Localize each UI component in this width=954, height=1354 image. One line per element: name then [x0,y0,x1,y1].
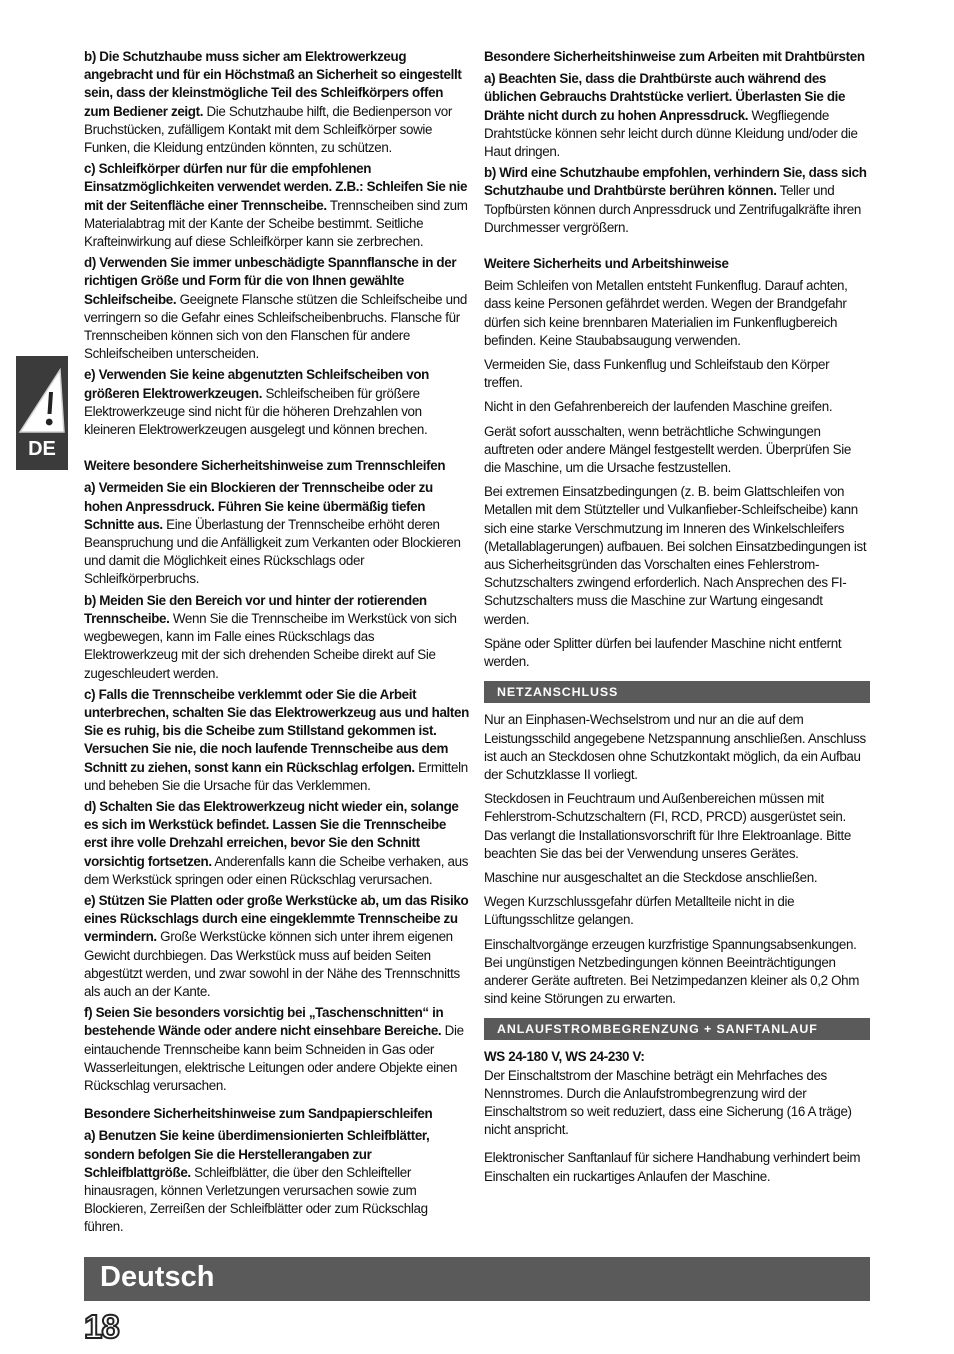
language-tab [16,356,68,470]
ws-models: WS 24-180 V, WS 24-230 V: Der Einschaltstrom der Maschine beträgt ein Mehrfaches des Nennstromes. Durch die Anlaufstrombegrenzung wird der Einschaltstrom so weit reduziert, dass eine Sicherung (16 A träge) nicht anspricht. [484,1049,852,1138]
sand-a: a) Benutzen Sie keine überdimensionierten Schleifblätter, sondern befolgen Sie die Herstellerangaben zur Schleifblattgröße. Schleifblätter, die über den Schleifteller hinausragen, können Verletzungen verursachen sowie zum Blockieren, Zerreißen der Schleifblätter oder zum Rückschlag führen. [84,1128,430,1235]
section-c: c) Schleifkörper dürfen nur für die empfohlenen Einsatzmöglichkeiten verwendet werden. Z.B.: Schleifen Sie nie mit der Seitenfläche einer Trennscheibe. Trennscheiben sind zum Materialabtrag mit der Kante der Scheibe bestimmt. Seitliche Krafteinwirkung auf diese Schleifkörper kann sie zerbrechen. [84,161,468,250]
trenn-b: b) Meiden Sie den Bereich vor und hinter der rotierenden Trennscheibe. Wenn Sie die Trennscheibe im Werkstück von sich wegbewegen, kann im Falle eines Rückschlags das Elektrowerkzeug mit der sich drehenden Scheibe direkt auf Sie zugeschleudert werden. [84,592,457,681]
weitere-5: Bei extremen Einsatzbedingungen (z. B. beim Glattschleifen von Metallen mit dem Stützteller und Vulkanfieber-Schleifscheibe) kann sich eine starke Verschmutzung im Inneren des Winkelschleifers (Metallablagerungen) aufbauen. Bei solchen Einsatzbedingungen ist aus Sicherheitsgründen das Vorschalten eines Fehlerstrom-Schutzschalters zwingend erforderlich. Nach Ansprechen des FI-Schutzschalters muss die Maschine zur Wartung eingesandt werden. [484,484,867,627]
left-column [84,48,470,1240]
footer-title: Deutsch [100,1261,215,1293]
weitere-6: Späne oder Splitter dürfen bei laufender Maschine nicht entfernt werden. [484,635,842,670]
trenn-a: a) Vermeiden Sie ein Blockieren der Trennscheibe oder zu hohen Anpressdruck. Führen Sie keine übermäßig tiefen Schnitte aus. Eine Überlastung der Trennscheibe erhöht deren Beanspruchung und die Anfälligkeit zum Verkanten oder Blockieren und damit die Möglichkeit eines Rückschlags oder Schleifkörperbruchs. [84,480,461,587]
weitere-2: Vermeiden Sie, dass Funkenflug und Schleifstaub den Körper treffen. [484,357,830,391]
weitere-4: Gerät sofort ausschalten, wenn beträchtliche Schwingungen auftreten oder andere Mängel festgestellt werden. Überprüfen Sie die Maschine, um die Ursache festzustellen. [484,423,851,476]
trenn-c: c) Falls die Trennscheibe verklemmt oder Sie die Arbeit unterbrechen, schalten Sie das Elektrowerkzeug aus und halten Sie es ruhig, bis die Scheibe zum Stillstand gekommen ist. Versuchen Sie nie, die noch laufende Trennscheibe aus dem Schnitt zu ziehen, sonst kann ein Rückschlag erfolgen. Ermitteln und beheben Sie die Ursache für das Verklemmen. [84,686,469,793]
section-band-netzanschluss: NETZANSCHLUSS [484,681,870,703]
section-band-anlaufstrom: ANLAUFSTROMBEGRENZUNG + SANFTANLAUF [484,1018,870,1040]
trenn-f: f) Seien Sie besonders vorsichtig bei „Taschenschnitten“ in bestehende Wände oder andere nicht einsehbare Bereiche. Die eintauchende Trennscheibe kann beim Schneiden in Gas oder Wasserleitungen, elektrische Leitungen oder andere Objekte einen Rückschlag verursachen. [84,1005,464,1093]
page-number: 18 [84,1308,119,1345]
netz-4: Wegen Kurzschlussgefahr dürfen Metallteile nicht in die Lüftungsschlitze gelangen. [484,894,795,928]
warning-icon [16,362,68,436]
section-e: e) Verwenden Sie keine abgenutzten Schleifscheiben von größeren Elektrowerkzeugen. Schleifscheiben für größere Elektrowerkzeuge sind nicht für die höheren Drehzahlen von kleineren Elektrowerkzeugen ausgelegt und können brechen. [84,367,429,438]
weitere-3: Nicht in den Gefahrenbereich der laufenden Maschine greifen. [484,399,833,415]
sanftanlauf: Elektronischer Sanftanlauf für sichere Handhabung verhindert beim Einschalten ein ruckartiges Anlaufen der Maschine. [484,1150,861,1184]
heading-sandpapier: Besondere Sicherheitshinweise zum Sandpapierschleifen [84,1106,433,1122]
right-column [484,48,870,1192]
heading-trennschleifen: Weitere besondere Sicherheitshinweise zum Trennschleifen [84,458,446,474]
section-d: d) Verwenden Sie immer unbeschädigte Spannflansche in der richtigen Größe und Form für die von Ihnen gewählte Schleifscheibe. Geeignete Flansche stützen die Schleifscheibe und verringern so die Gefahr eines Schleifscheibenbruchs. Flansche für Trennscheiben können sich von den Flanschen für andere Schleifscheiben unterscheiden. [84,255,467,362]
heading-drahtbuersten: Besondere Sicherheitshinweise zum Arbeiten mit Drahtbürsten [484,49,865,64]
section-b: b) Die Schutzhaube muss sicher am Elektrowerkzeug angebracht und für ein Höchstmaß an Sicherheit so eingestellt sein, dass der kleinstmögliche Teil des Schleifkörpers offen zum Bediener zeigt. Die Schutzhaube hilft, die Bedienperson vor Bruchstücken, zufälligem Kontakt mit dem Schleifkörper sowie Funken, die Kleidung entzünden könnten, zu schützen. [84,49,462,156]
trenn-d: d) Schalten Sie das Elektrowerkzeug nicht wieder ein, solange es sich im Werkstück befindet. Lassen Sie die Trennscheibe erst ihre volle Drehzahl erreichen, bevor Sie den Schnitt vorsichtig fortsetzen. Anderenfalls kann die Scheibe verhaken, aus dem Werkstück springen oder einen Rückschlag verursachen. [84,798,469,887]
draht-a: a) Beachten Sie, dass die Drahtbürste auch während des üblichen Gebrauchs Drahtstücke verliert. Überlasten Sie die Drähte nicht durch zu hohen Anpressdruck. Wegfliegende Drahtstücke können sehr leicht durch dünne Kleidung und/oder die Haut dringen. [484,71,858,160]
netz-5: Einschaltvorgänge erzeugen kurzfristige Spannungsabsenkungen. Bei ungünstigen Netzbedingungen können Beeinträchtigungen anderer Geräte auftreten. Bei Netzimpedanzen kleiner als 0,2 Ohm sind keine Störungen zu erwarten. [484,936,860,1007]
weitere-1: Beim Schleifen von Metallen entsteht Funkenflug. Darauf achten, dass keine Personen gefährdet werden. Wegen der Brandgefahr dürfen sich keine brennbaren Materialien im Funkenflugbereich befinden. Keine Staubabsaugung verwenden. [484,278,848,348]
netz-2: Steckdosen in Feuchtraum und Außenbereichen müssen mit Fehlerstrom-Schutzschaltern (FI, RCD, PRCD) ausgerüstet sein. Das verlangt die Installationsvorschrift für Ihre Elektroanlage. Bitte beachten Sie das bei der Verwendung unseres Gerätes. [484,791,851,861]
footer-language-bar [84,1257,870,1301]
trenn-e: e) Stützen Sie Platten oder große Werkstücke ab, um das Risiko eines Rückschlags durch eine eingeklemmte Trennscheibe zu vermindern. Große Werkstücke können sich unter ihrem eigenen Gewicht durchbiegen. Das Werkstück muss auf beiden Seiten abgestützt werden, und zwar sowohl in der Nähe des Trennschnitts als auch an der Kante. [84,892,469,999]
draht-b: b) Wird eine Schutzhaube empfohlen, verhindern Sie, dass sich Schutzhaube und Drahtbürste berühren können. Teller und Topfbürsten können durch Anpressdruck und Zentrifugalkräfte ihren Durchmesser vergrößern. [484,165,867,235]
heading-weitere: Weitere Sicherheits und Arbeitshinweise [484,256,729,272]
netz-3: Maschine nur ausgeschaltet an die Steckdose anschließen. [484,869,818,885]
netz-1: Nur an Einphasen-Wechselstrom und nur an die auf dem Leistungsschild angegebene Netzspannung anschließen. Anschluss ist auch an Steckdosen ohne Schutzkontakt möglich, da ein Aufbau der Schutzklasse II vorliegt. [484,712,866,782]
language-code: DE [28,438,56,460]
